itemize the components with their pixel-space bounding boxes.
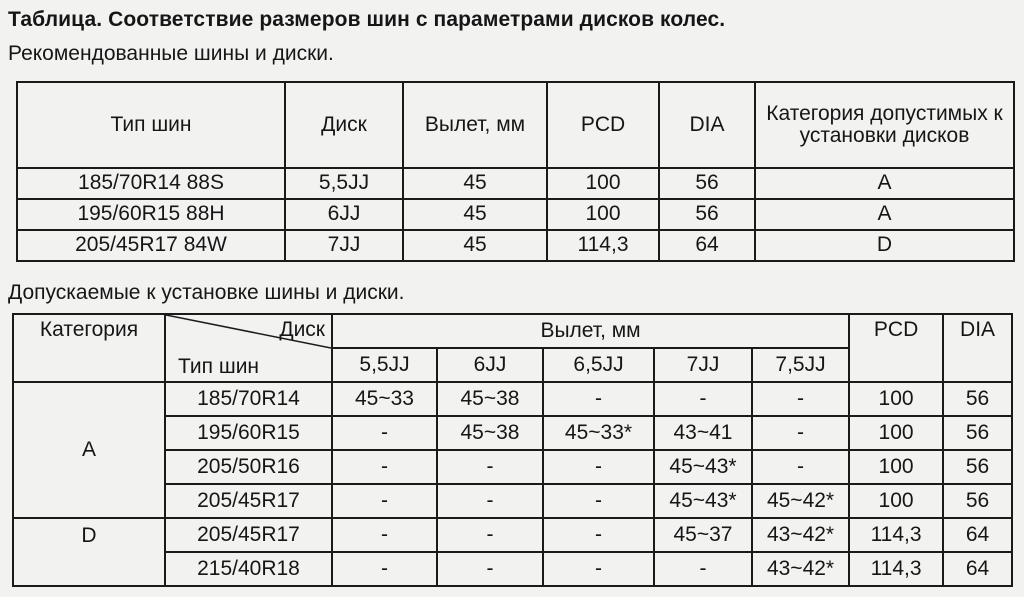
cell-category: A — [755, 199, 1014, 230]
header-disk: Диск — [285, 82, 403, 168]
cell-offset: 45~37 — [654, 518, 752, 552]
cell-offset: 45~38 — [437, 416, 543, 450]
cell-offset: - — [437, 450, 543, 484]
cell-offset: - — [543, 518, 654, 552]
header-category — [755, 82, 1014, 168]
cell-pcd: 100 — [849, 450, 943, 484]
cell-offset: 45 — [403, 230, 547, 261]
cell-offset: 45~38 — [437, 382, 543, 416]
cell-disk: 6JJ — [285, 199, 403, 230]
cell-offset: - — [752, 382, 849, 416]
cell-dia: 56 — [659, 199, 755, 230]
cell-tire: 205/45R17 — [165, 484, 332, 518]
cell-pcd: 100 — [849, 416, 943, 450]
cell-offset: - — [752, 416, 849, 450]
cell-category: D — [13, 518, 165, 586]
header-pcd: PCD — [547, 82, 659, 168]
cell-disk: 5,5JJ — [285, 168, 403, 199]
cell-offset: - — [332, 552, 437, 586]
header-dia: DIA — [659, 82, 755, 168]
header-disk-label: Диск — [279, 318, 325, 341]
cell-offset: - — [543, 450, 654, 484]
cell-offset: - — [332, 518, 437, 552]
header-offset: Вылет, мм — [332, 314, 849, 348]
cell-dia: 56 — [943, 484, 1012, 518]
allowed-table — [12, 313, 1013, 587]
cell-category: D — [755, 230, 1014, 261]
table-row — [13, 382, 1012, 416]
cell-tire: 205/50R16 — [165, 450, 332, 484]
cell-offset: 45~33 — [332, 382, 437, 416]
header-tire-label: Тип шин — [178, 354, 260, 378]
cell-pcd: 114,3 — [849, 552, 943, 586]
cell-tire: 185/70R14 — [165, 382, 332, 416]
cell-offset: 45~43* — [654, 450, 752, 484]
cell-offset: - — [543, 382, 654, 416]
header-width: 6JJ — [437, 348, 543, 382]
cell-offset: - — [437, 518, 543, 552]
cell-tire: 205/45R17 84W — [17, 230, 285, 261]
cell-offset: 45~33* — [543, 416, 654, 450]
cell-offset: - — [752, 450, 849, 484]
cell-offset: 43~41 — [654, 416, 752, 450]
cell-tire: 215/40R18 — [165, 552, 332, 586]
cell-offset: - — [654, 552, 752, 586]
header-width: 6,5JJ — [543, 348, 654, 382]
cell-offset: - — [543, 484, 654, 518]
header-width: 7JJ — [654, 348, 752, 382]
cell-pcd: 114,3 — [849, 518, 943, 552]
cell-tire: 205/45R17 — [165, 518, 332, 552]
table-header-row — [13, 314, 1012, 348]
cell-offset: - — [332, 450, 437, 484]
cell-pcd: 100 — [849, 484, 943, 518]
cell-dia: 64 — [659, 230, 755, 261]
cell-offset: 43~42* — [752, 518, 849, 552]
cell-dia: 56 — [943, 450, 1012, 484]
header-pcd: PCD — [849, 314, 943, 382]
cell-pcd: 100 — [849, 382, 943, 416]
cell-dia: 56 — [943, 382, 1012, 416]
cell-tire: 195/60R15 88H — [17, 199, 285, 230]
header-category: Категория — [13, 314, 165, 382]
cell-pcd: 100 — [547, 168, 659, 199]
cell-tire: 185/70R14 88S — [17, 168, 285, 199]
cell-offset: - — [437, 552, 543, 586]
cell-dia: 56 — [659, 168, 755, 199]
table-row — [17, 230, 1014, 261]
table-header-row — [17, 82, 1014, 168]
cell-offset: - — [437, 484, 543, 518]
cell-offset: 45 — [403, 199, 547, 230]
cell-offset: - — [654, 382, 752, 416]
page-title: Таблица. Соответствие размеров шин с параметрами дисков колес. — [8, 8, 726, 31]
table-row — [17, 199, 1014, 230]
cell-offset: 45~43* — [654, 484, 752, 518]
header-offset: Вылет, мм — [403, 82, 547, 168]
cell-offset: - — [332, 484, 437, 518]
cell-tire: 195/60R15 — [165, 416, 332, 450]
cell-disk: 7JJ — [285, 230, 403, 261]
header-width: 5,5JJ — [332, 348, 437, 382]
header-width: 7,5JJ — [752, 348, 849, 382]
cell-offset: - — [332, 416, 437, 450]
table-row — [17, 168, 1014, 199]
header-tire-type: Тип шин — [17, 82, 285, 168]
header-dia: DIA — [943, 314, 1012, 382]
header-disk-tire — [165, 314, 332, 382]
cell-dia: 56 — [943, 416, 1012, 450]
cell-category: A — [755, 168, 1014, 199]
cell-pcd: 100 — [547, 199, 659, 230]
cell-offset: - — [543, 552, 654, 586]
cell-dia: 64 — [943, 518, 1012, 552]
cell-offset: 45 — [403, 168, 547, 199]
recommended-caption: Рекомендованные шины и диски. — [8, 42, 334, 65]
cell-category: A — [13, 382, 165, 518]
allowed-caption: Допускаемые к установке шины и диски. — [8, 281, 405, 304]
cell-offset: 45~42* — [752, 484, 849, 518]
header-category-label: Категория допустимых к установки дисков — [766, 101, 1003, 147]
recommended-table — [16, 81, 1015, 262]
cell-pcd: 114,3 — [547, 230, 659, 261]
cell-offset: 43~42* — [752, 552, 849, 586]
cell-dia: 64 — [943, 552, 1012, 586]
table-row — [13, 518, 1012, 552]
